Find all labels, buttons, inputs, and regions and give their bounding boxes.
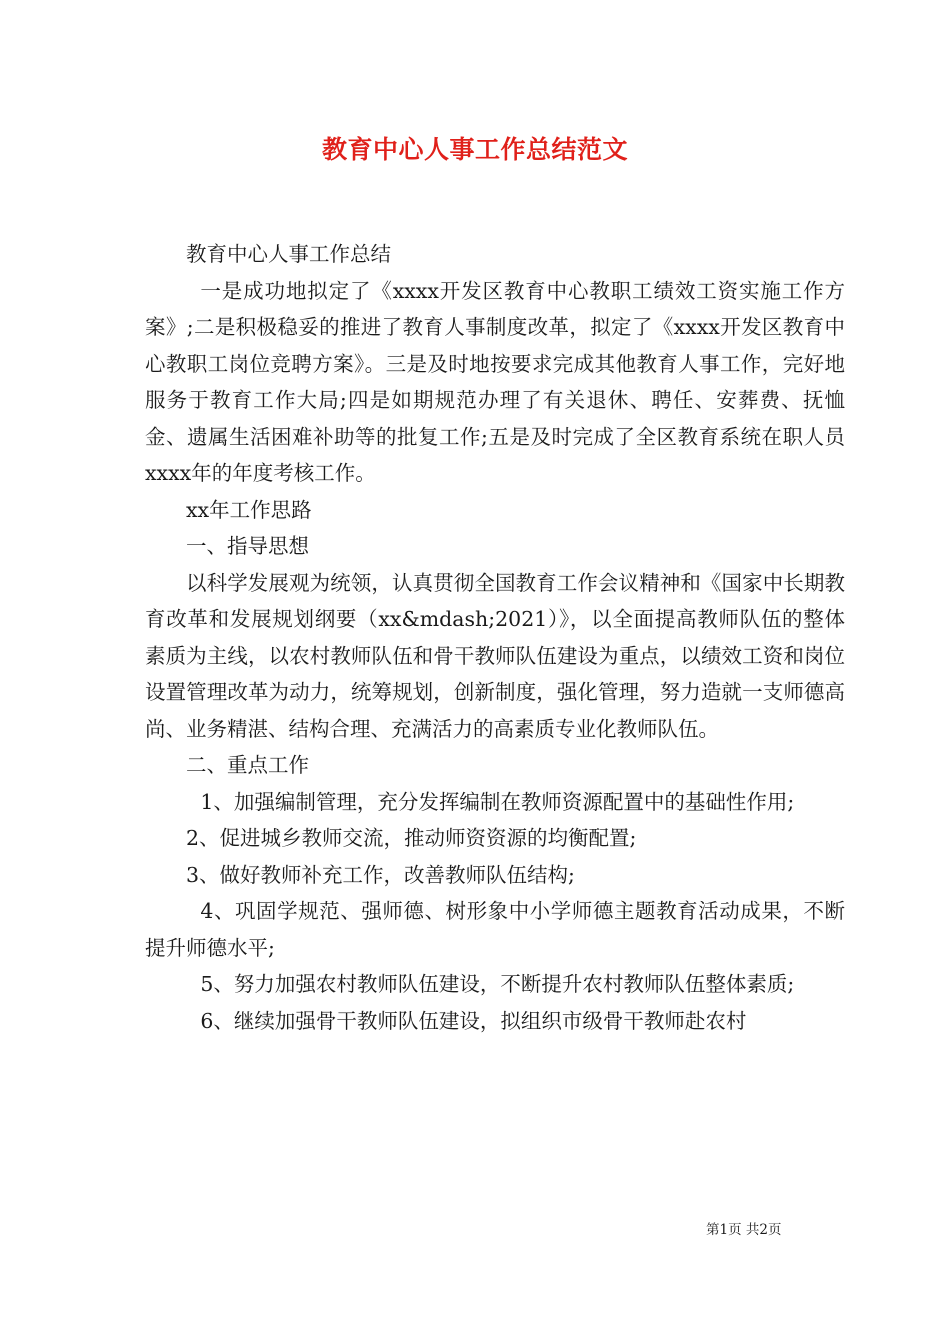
summary-paragraph: 一是成功地拟定了《xxxx开发区教育中心教职工绩效工资实施工作方案》;二是积极稳妥的推进了教育人事制度改革，拟定了《xxxx开发区教育中心教职工岗位竞聘方案》。三是及时地按要求完成其他教育人事工作，完好地服务于教育工作大局;四是如期规范办理了有关退休、聘任、安葬费、抚恤金、遗属生活困难补助等的批复工作;五是及时完成了全区教育系统在职人员xxxx年的年度考核工作。 [145,278,845,485]
document-title: 教育中心人事工作总结范文 [321,135,628,164]
page-number: 第1页 共2页 [706,1222,782,1238]
list-item: 5、努力加强农村教师队伍建设，不断提升农村教师队伍整体素质; [200,972,795,996]
document-body [145,236,845,1039]
section-title-key-work: 二、重点工作 [186,753,309,777]
plan-subheading: xx年工作思路 [186,497,312,522]
list-item: 6、继续加强骨干教师队伍建设，拟组织市级骨干教师赴农村 [200,1008,747,1033]
list-item: 4、巩固学规范、强师德、树形象中小学师德主题教育活动成果，不断提升师德水平; [145,899,845,960]
section-title-guiding: 一、指导思想 [186,534,309,558]
heading-paragraph: 教育中心人事工作总结 [186,242,391,266]
list-item: 3、做好教师补充工作，改善教师队伍结构; [186,862,575,887]
list-item: 2、促进城乡教师交流，推动师资资源的均衡配置; [186,826,637,850]
list-item: 1、加强编制管理，充分发挥编制在教师资源配置中的基础性作用; [200,789,795,814]
guiding-paragraph: 以科学发展观为统领，认真贯彻全国教育工作会议精神和《国家中长期教育改革和发展规划纲要（xx&mdash;2021）》，以全面提高教师队伍的整体素质为主线，以农村教师队伍和骨干教师队伍建设为重点，以绩效工资和岗位设置管理改革为动力，统筹规划，创新制度，强化管理，努力造就一支师德高尚、业务精湛、结构合理、充满活力的高素质专业化教师队伍。 [145,570,845,741]
